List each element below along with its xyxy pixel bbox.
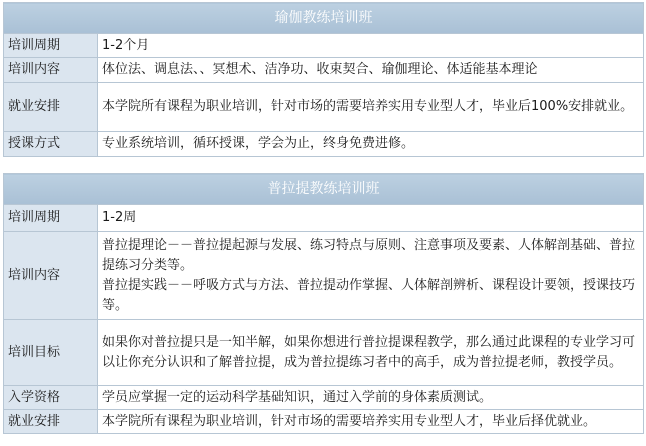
row-value: 专业系统培训，循环授课，学会为止，终身免费进修。 bbox=[98, 132, 644, 157]
row-value: 本学院所有课程为职业培训，针对市场的需要培养实用专业型人才，毕业后择优就业。 bbox=[98, 410, 644, 434]
pilates-course-title: 普拉提教练培训班 bbox=[4, 174, 644, 205]
row-label: 培训内容 bbox=[4, 58, 98, 83]
row-value: 本学院所有课程为职业培训，针对市场的需要培养实用专业型人才，毕业后100%安排就业。 bbox=[98, 83, 644, 132]
table-row bbox=[4, 58, 644, 83]
row-value: 学员应掌握一定的运动科学基础知识，通过入学前的身体素质测试。 bbox=[98, 386, 644, 410]
row-label: 培训周期 bbox=[4, 34, 98, 58]
row-label: 培训目标 bbox=[4, 320, 98, 386]
row-value: 如果你对普拉提只是一知半解，如果你想进行普拉提课程教学，那么通过此课程的专业学习可以让你充分认识和了解普拉提，成为普拉提练习者中的高手，成为普拉提老师，教授学员。 bbox=[98, 320, 644, 386]
table-row bbox=[4, 232, 644, 320]
row-label: 就业安排 bbox=[4, 410, 98, 434]
row-label: 就业安排 bbox=[4, 83, 98, 132]
table-row bbox=[4, 132, 644, 157]
yoga-course-table bbox=[3, 2, 644, 157]
row-value: 1-2个月 bbox=[98, 34, 644, 58]
row-value: 1-2周 bbox=[98, 205, 644, 232]
table-row bbox=[4, 320, 644, 386]
row-value-line-1: 普拉提理论－－普拉提起源与发展、练习特点与原则、注意事项及要素、人体解剖基础、普拉提练习分类等。 bbox=[102, 237, 636, 273]
table-row bbox=[4, 410, 644, 434]
row-label: 入学资格 bbox=[4, 386, 98, 410]
row-value bbox=[98, 232, 644, 320]
row-label: 培训内容 bbox=[4, 232, 98, 320]
table-row bbox=[4, 34, 644, 58]
table-row bbox=[4, 83, 644, 132]
row-value: 体位法、调息法、、冥想术、洁净功、收束契合、瑜伽理论、体适能基本理论 bbox=[98, 58, 644, 83]
yoga-course-title: 瑜伽教练培训班 bbox=[4, 3, 644, 34]
pilates-course-table bbox=[3, 173, 644, 434]
row-label: 授课方式 bbox=[4, 132, 98, 157]
row-value-line-2: 普拉提实践－－呼吸方式与方法、普拉提动作掌握、人体解剖辨析、课程设计要领，授课技巧等。 bbox=[102, 277, 636, 313]
table-row bbox=[4, 386, 644, 410]
table-row bbox=[4, 205, 644, 232]
row-label: 培训周期 bbox=[4, 205, 98, 232]
